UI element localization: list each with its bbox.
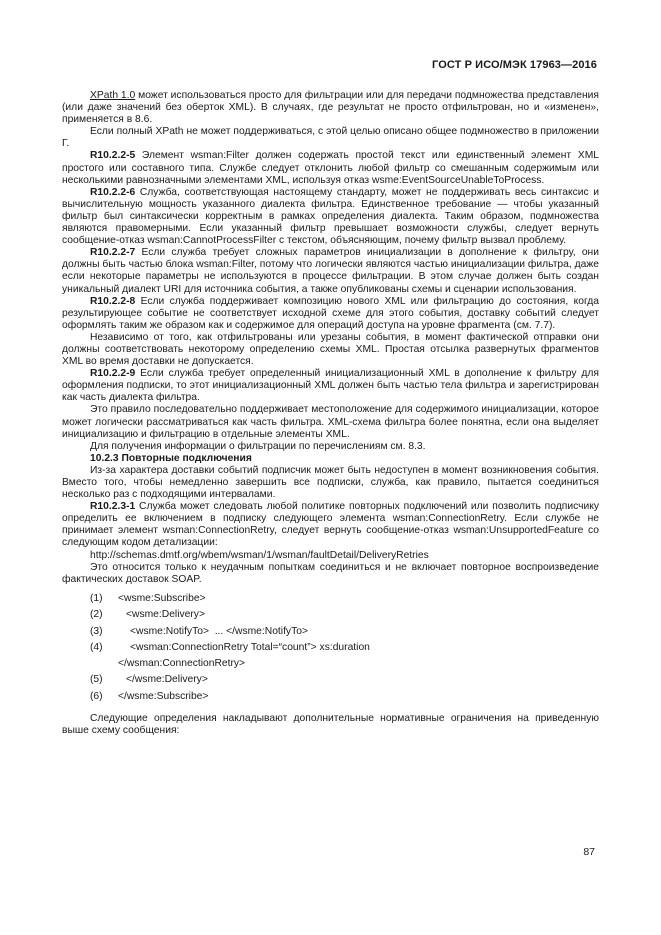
line-number: (6) xyxy=(90,690,103,702)
xpath-reference: XPath 1.0 xyxy=(90,90,136,101)
paragraph-xpath xyxy=(62,90,599,126)
code-line xyxy=(62,623,599,639)
requirement-text: Служба, соответствующая настоящему стандарту, может не поддерживать весь синтаксис и вычислительную мощность указанного диалекта фильтра. Единственное требование — чтобы указанный фильтр был синтаксически корректным в рамках определения диалекта. Таким образом, подмножества являются правомерными. Если указанный фильтр превышает возможности службы, следует вернуть сообщение-отказ wsman:CannotProcessFilter с текстом, объясняющим, почему фильтр вызвал проблему. xyxy=(62,186,599,247)
fault-detail-url: http://schemas.dmtf.org/wbem/wsman/1/wsman/faultDetail/DeliveryRetries xyxy=(90,549,429,561)
requirement-text: Если служба требует сложных параметров инициализации в дополнение к фильтру, они должны быть частью блока wsman:Filter, потому что логически являются частью инициализации фильтра, даже если некоторые параметры не используются в процессе фильтрации. В этом случае должен быть создан уникальный диалект URI для источника события, а также опубликованы схемы и сценарии использования. xyxy=(62,247,599,295)
line-number: (5) xyxy=(90,674,103,686)
code-text: <wsme:Delivery> xyxy=(126,609,205,621)
section-heading xyxy=(62,453,599,465)
requirement-id: R10.2.2-6 xyxy=(90,186,136,198)
requirement-text: Элемент wsman:Filter должен содержать простой текст или единственный элемент XML простого или составного типа. Службе следует отклонить любой фильтр со смешанным содержимым или несколькими равнозначными элементами XML, используя отказ wsme:EventSourceUnableToProcess. xyxy=(62,150,599,186)
code-text: <wsme:NotifyTo> ... </wsme:NotifyTo> xyxy=(130,625,308,637)
line-number: (3) xyxy=(90,625,103,637)
requirement-r10-2-2-5 xyxy=(62,150,599,186)
section-title: 10.2.3 Повторные подключения xyxy=(90,452,252,464)
standard-header: ГОСТ Р ИСО/МЭК 17963—2016 xyxy=(432,59,597,71)
requirement-text: Служба может следовать любой политике повторных подключений или позволить подписчику определить ее включением в подписку следующего элемента wsman:ConnectionRetry. Если службе не принимает элемент wsman:ConnectionRetry, следует вернуть сообщение-отказ wsman:UnsupportedFeature со следующим кодом детализации: xyxy=(62,501,599,549)
code-text: <wsman:ConnectionRetry Total=“count”> xs:duration xyxy=(130,641,370,653)
requirement-r10-2-2-8 xyxy=(62,296,599,332)
code-text: </wsme:Subscribe> xyxy=(118,690,209,702)
paragraph-following-definitions: Следующие определения накладывают дополнительные нормативные ограничения на приведенную выше схему сообщения: xyxy=(62,712,599,737)
code-text: <wsme:Subscribe> xyxy=(118,592,206,604)
code-line xyxy=(62,591,599,607)
requirement-r10-2-2-7 xyxy=(62,247,599,295)
code-line xyxy=(62,672,599,688)
line-number: (4) xyxy=(90,641,103,653)
paragraph-delivery-nature: Из-за характера доставки событий подписчик может быть недоступен в момент возникновения события. Вместо того, чтобы немедленно завершить все подписки, служба, как правило, пытается соединиться несколько раз с подходящими интервалами. xyxy=(62,464,599,501)
code-line xyxy=(62,607,599,623)
paragraph-xpath-subset: Если полный XPath не может поддерживаться, с этой целью описано общее подмножество в приложении Г. xyxy=(62,126,599,150)
requirement-id: R10.2.2-9 xyxy=(90,368,136,380)
requirement-r10-2-2-6 xyxy=(62,187,599,247)
paragraph-initialization: Это правило последовательно поддерживает местоположение для содержимого инициализации, которое может логически рассматриваться как часть фильтра. XML-схема фильтра более понятна, если она выделяет инициализацию и фильтрацию в отдельные элементы XML. xyxy=(62,404,599,440)
requirement-id: R10.2.2-7 xyxy=(90,247,136,259)
requirement-r10-2-3-1 xyxy=(62,501,599,549)
document-body xyxy=(62,90,599,737)
code-text: </wsman:ConnectionRetry> xyxy=(118,658,246,670)
code-line xyxy=(62,640,599,656)
paragraph-retry-scope: Это относится только к неудачным попыткам соединиться и не включает повторное воспроизведение фактических доставок SOAP. xyxy=(62,561,599,585)
requirement-id: R10.2.2-8 xyxy=(90,295,136,307)
line-number: (1) xyxy=(90,592,103,604)
requirement-text: Если служба требует определенный инициализационный XML в дополнение к фильтру для оформления подписки, то этот инициализационный XML должен быть частью тела фильтра и зарегистрирован как часть диалекта фильтра. xyxy=(62,368,599,404)
code-line xyxy=(62,656,599,672)
requirement-text: Если служба поддерживает композицию нового XML или фильтрацию до состояния, когда результирующее событие не соответствует исходной схеме для этого события, доставку событий следует оформлять таким же образом как и содержимое для операций доступа на уровне фрагмента (см. 7.7). xyxy=(62,295,599,331)
requirement-id: R10.2.3-1 xyxy=(90,501,136,513)
requirement-r10-2-2-9 xyxy=(62,368,599,404)
code-text: </wsme:Delivery> xyxy=(126,674,208,686)
line-number: (2) xyxy=(90,609,103,621)
paragraph-text: может использоваться просто для фильтрации или для передачи подмножества представления (или даже значений без оберток XML). В случаях, где результат не просто отфильтрован, но и «изменен», применяется в 8.6. xyxy=(62,90,599,126)
page-number: 87 xyxy=(583,846,595,858)
paragraph-enumeration-ref: Для получения информации о фильтрации по перечислениям см. 8.3. xyxy=(90,440,426,452)
paragraph-schema-conformance: Независимо от того, как отфильтрованы или урезаны события, в момент фактической отправки они должны соответствовать некоторому определению схемы XML. Простая отсылка развернутых фрагментов XML во время доставки не допускается. xyxy=(62,331,599,368)
code-listing xyxy=(62,591,599,705)
requirement-id: R10.2.2-5 xyxy=(90,150,136,162)
code-line xyxy=(62,689,599,705)
